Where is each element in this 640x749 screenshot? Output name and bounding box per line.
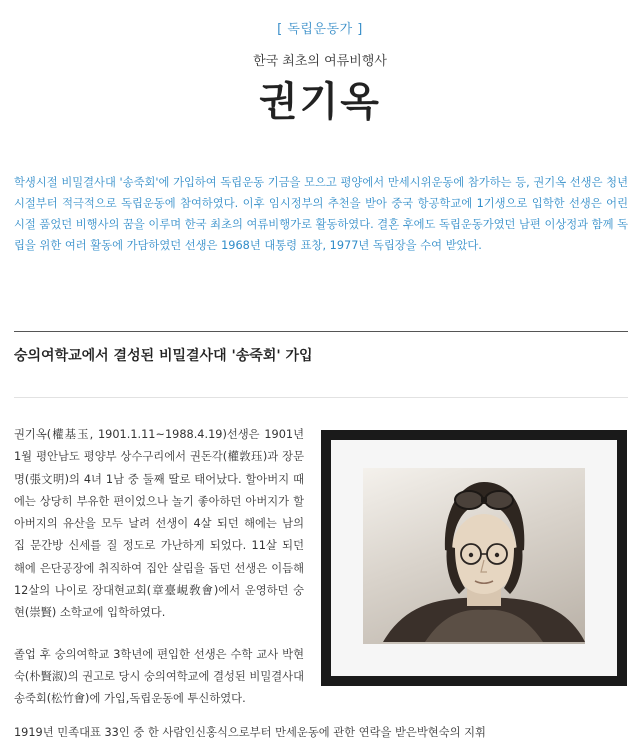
category-tag: [ 독립운동가 ]: [277, 22, 363, 37]
portrait-frame: [321, 430, 627, 686]
portrait-photo: [363, 468, 585, 644]
portrait-mat: [331, 440, 617, 676]
body-paragraph-continued: 1919년 민족대표 33인 중 한 사람인신홍식으로부터 만세운동에 관한 연락을 받은박현숙의 지휘: [14, 726, 486, 739]
section-divider-light: [14, 397, 628, 398]
page-title: 권기옥: [259, 78, 381, 125]
page-subtitle: 한국 최초의 여류비행사: [253, 54, 387, 69]
body-text: [14, 424, 304, 730]
intro-paragraph: 학생시절 비밀결사대 '송죽회'에 가입하여 독립운동 기금을 모으고 평양에서 만세시위운동에 참가하는 등, 권기옥 선생은 청년시절부터 적극적으로 독립운동에 참여하였다. 이후 임시정부의 추천을 받아 중국 항공학교에 1기생으로 입학한 선생은 어린 시절 품었던 비행사의 꿈을 이루며 한국 최초의 여류비행가로 활동하였다. 결혼 후에도 독립운동가였던 남편 이상정과 함께 독립을 위한 여러 활동에 가담하였던 선생은 1968년 대통령 표창, 1977년 독립장을 수여 받았다.: [14, 176, 629, 252]
body-paragraph: 권기옥(權基玉, 1901.1.11~1988.4.19)선생은 1901년 1월 평안남도 평양부 상수구리에서 권돈각(權敦珏)과 장문명(張文明)의 4녀 1남 중 둘째 딸로 태어났다. 할아버지 때에는 상당히 부유한 편이었으나 놀기 좋아하던 아버지가 할아버지의 유산을 모두 날려 선생이 4살 되던 해에는 남의 집 문간방 신세를 질 정도로 가난하게 되었다. 11살 되던 해에 은단공장에 취직하여 집안 살림을 돕던 선생은 이듬해 12살의 나이로 장대현교회(章臺峴敎會)에서 운영하던 숭현(崇賢) 소학교에 입학하였다.: [14, 428, 304, 620]
aviator-portrait-image: [363, 468, 585, 642]
section-heading: 숭의여학교에서 결성된 비밀결사대 '송죽회' 가입: [14, 348, 313, 364]
section-divider: [14, 331, 628, 332]
body-paragraph: 졸업 후 숭의여학교 3학년에 편입한 선생은 수학 교사 박현숙(朴賢淑)의 권고로 당시 숭의여학교에 결성된 비밀결사대 송죽회(松竹會)에 가입,독립운동에 투신하였다.: [14, 647, 304, 706]
